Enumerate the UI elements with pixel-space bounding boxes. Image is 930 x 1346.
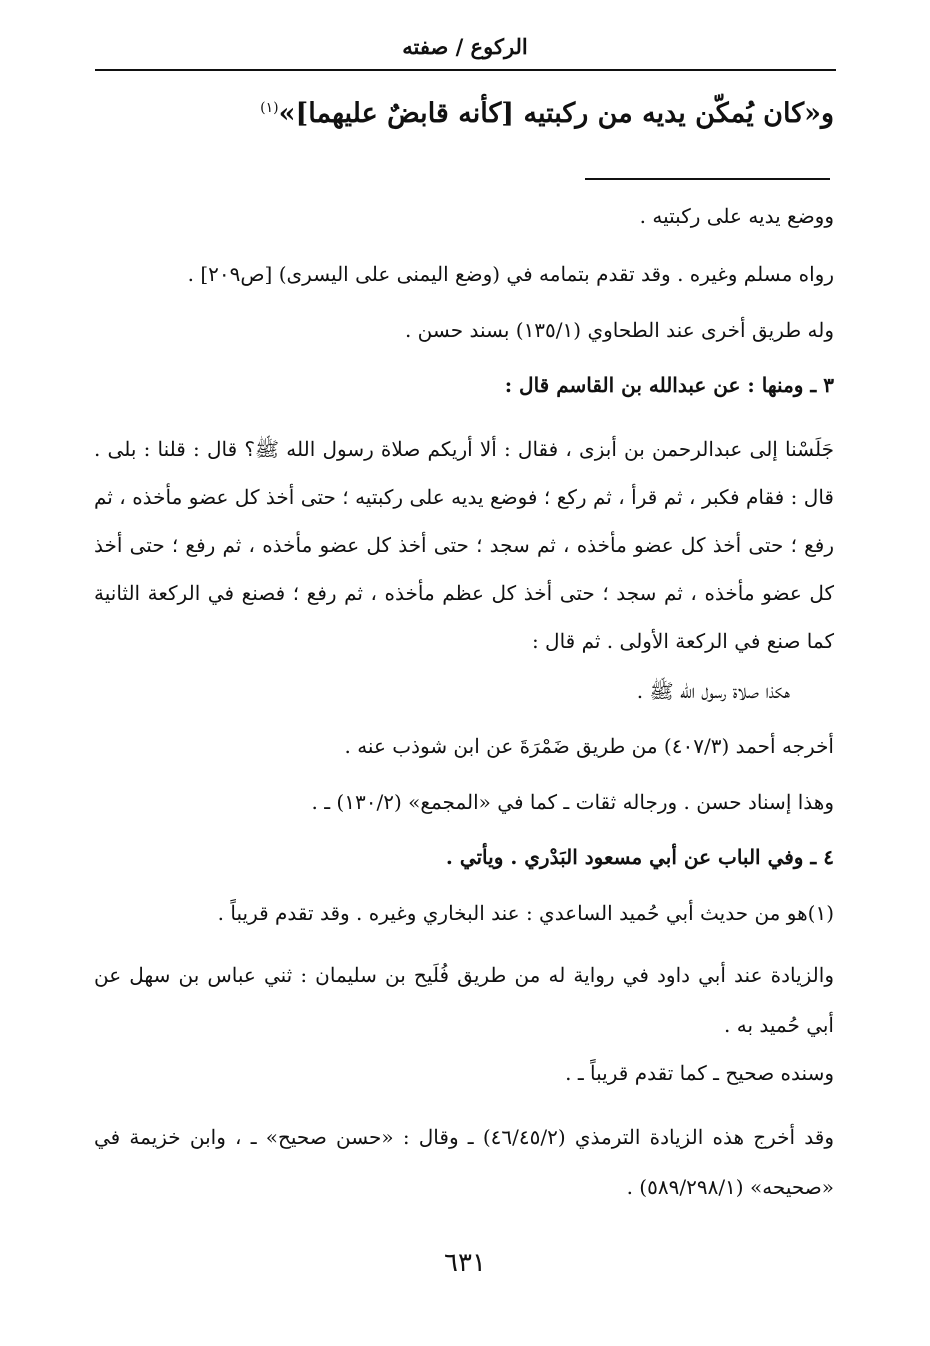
footnote-line: وسنده صحيح ـ كما تقدم قريباً ـ . (565, 1061, 834, 1085)
footnote-heading: ٤ ـ وفي الباب عن أبي مسعود البَدْري . ويأتي . (445, 845, 834, 869)
footnote-paragraph: جَلَسْنا إلى عبدالرحمن بن أبزى ، فقال : ألا أريكم صلاة رسول الله ﷺ؟ قال : قلنا : بلى . قال : فقام فكبر ، ثم قرأ ، ثم ركع ؛ فوضع يديه على ركبتيه ؛ حتى أخذ كل عضو مأخذه ، ثم رفع ؛ حتى أخذ كل عضو مأخذه ، ثم سجد ؛ حتى أخذ كل عضو مأخذه ، ثم رفع ؛ حتى أخذ كل عضو مأخذه ، ثم سجد ؛ حتى أخذ كل عظم مأخذه ، ثم رفع ؛ فصنع في الركعة الثانية كما صنع في الركعة الأولى . ثم قال : (94, 437, 834, 653)
main-hadith-sentence: و«كان يُمكّن يديه من ركبتيه [كأنه قابضٌ عليهما]» (278, 98, 834, 129)
footnote-reference: (١) (260, 100, 279, 116)
running-header: الركوع / صفته (402, 34, 528, 59)
footnote-paragraph: وقد أخرج هذه الزيادة الترمذي (٤٦/٤٥/٢) ـ وقال : «حسن صحيح» ـ ، وابن خزيمة في «صحيحه» (٥٨٩/٢٩٨/١) . (94, 1125, 835, 1199)
footnote-separator (585, 178, 830, 180)
footnote-line: رواه مسلم وغيره . وقد تقدم بتمامه في (وضع اليمنى على اليسرى) [ص٢٠٩] . (187, 262, 834, 286)
footnote-line: وله طريق أخرى عند الطحاوي (١٣٥/١) بسند حسن . (404, 318, 834, 342)
footnote-paragraph: والزيادة عند أبي داود في رواية له من طريق فُلَيح بن سليمان : ثني عباس بن سهل عن أبي حُميد به . (94, 963, 834, 1037)
footnote-line: أخرجه أحمد (٤٠٧/٣) من طريق ضَمْرَةَ عن ابن شوذب عنه . (344, 734, 834, 758)
main-hadith-text (94, 98, 834, 129)
footnote-line: ووضع يديه على ركبتيه . (639, 204, 834, 228)
footnote-line: (١)هو من حديث أبي حُميد الساعدي : عند البخاري وغيره . وقد تقدم قريباً . (217, 901, 834, 925)
header-rule (95, 69, 836, 71)
footnote-heading: ٣ ـ ومنها : عن عبدالله بن القاسم قال : (504, 373, 834, 397)
footnote-line: هكذا صلاة رسول الله ﷺ . (636, 679, 790, 703)
footnote-line: وهذا إسناد حسن . ورجاله ثقات ـ كما في «المجمع» (١٣٠/٢) ـ . (311, 790, 834, 814)
page-number: ٦٣١ (444, 1248, 486, 1278)
